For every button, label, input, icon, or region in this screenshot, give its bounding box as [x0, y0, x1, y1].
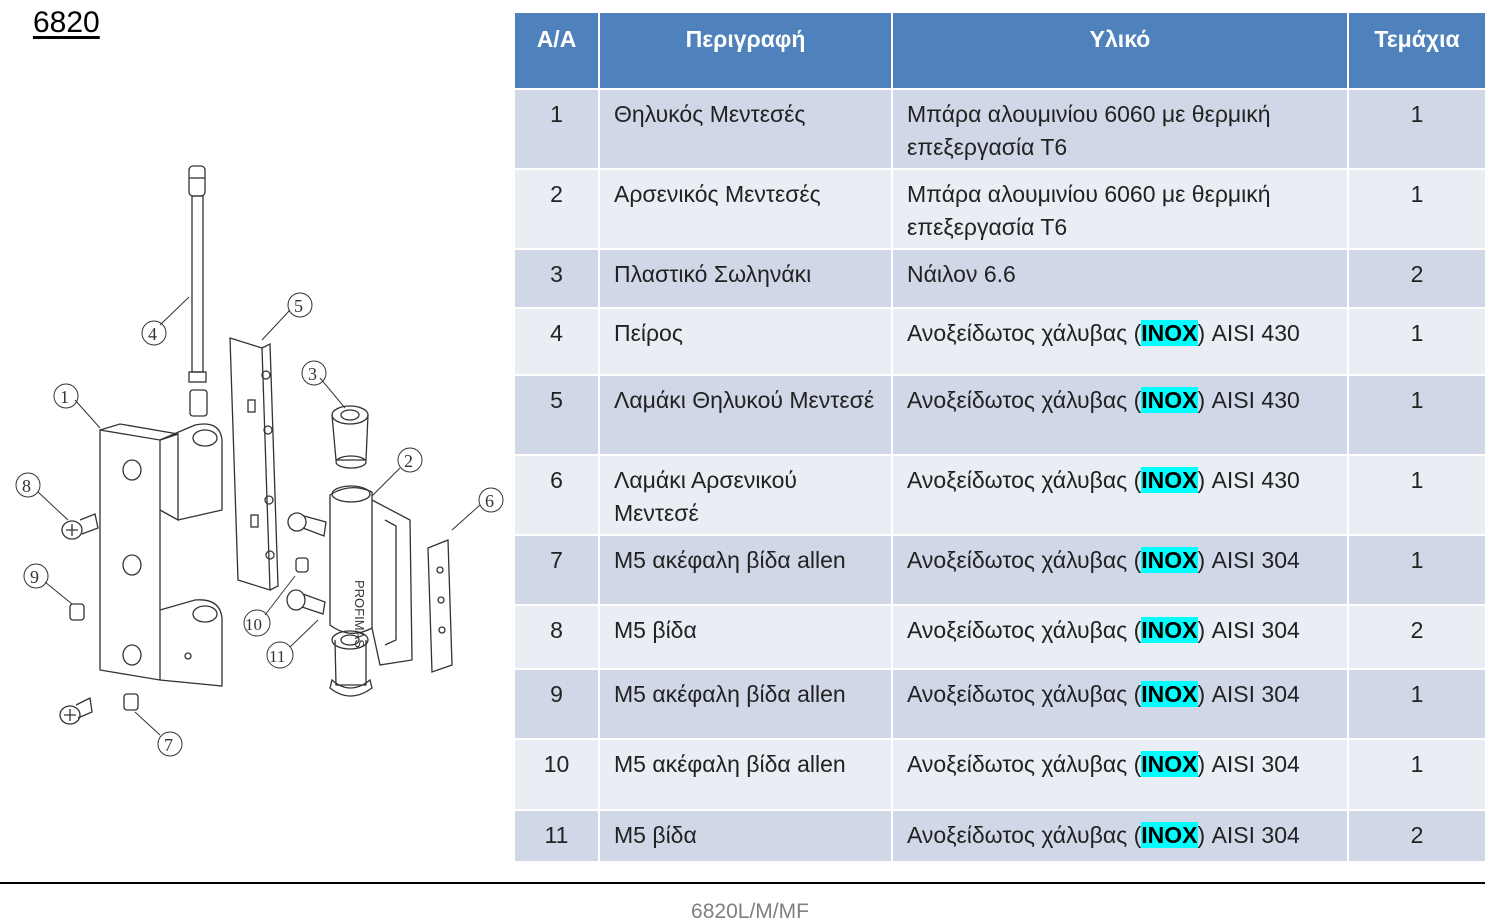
- table-row: [514, 739, 1485, 810]
- row-description: Αρσενικός Μεντεσές: [599, 169, 892, 249]
- female-plate-part: [230, 338, 278, 590]
- row-quantity: 1: [1348, 739, 1485, 810]
- row-description: Μ5 ακέφαλη βίδα allen: [599, 535, 892, 605]
- row-material: Ανοξείδωτος χάλυβας (INOX) AISI 430: [892, 308, 1348, 375]
- inox-highlight: INOX: [1141, 467, 1198, 493]
- inox-highlight: INOX: [1141, 547, 1198, 573]
- inox-highlight: INOX: [1141, 387, 1198, 413]
- row-description: Μ5 βίδα: [599, 810, 892, 862]
- row-number: 1: [514, 89, 599, 169]
- row-description: Θηλυκός Μεντεσές: [599, 89, 892, 169]
- callout-4: 4: [148, 324, 157, 344]
- screw-part-top-center: [288, 513, 326, 536]
- callout-7: 7: [164, 735, 173, 755]
- row-quantity: 1: [1348, 169, 1485, 249]
- table-row: [514, 249, 1485, 308]
- footer-model-code: 6820L/M/MF: [691, 900, 809, 923]
- table-row: [514, 308, 1485, 375]
- table-row: [514, 169, 1485, 249]
- row-material: Ανοξείδωτος χάλυβας (INOX) AISI 304: [892, 605, 1348, 669]
- inox-highlight: INOX: [1141, 320, 1198, 346]
- header-description: Περιγραφή: [599, 12, 892, 89]
- row-number: 2: [514, 169, 599, 249]
- exploded-hinge-diagram: [0, 150, 510, 770]
- table-row: [514, 669, 1485, 739]
- row-material: Νάιλον 6.6: [892, 249, 1348, 308]
- table-row: [514, 375, 1485, 455]
- inox-highlight: INOX: [1141, 681, 1198, 707]
- row-number: 11: [514, 810, 599, 862]
- screw-part-bottom-left: [60, 698, 92, 724]
- pin-part: [189, 166, 207, 416]
- row-description: Πείρος: [599, 308, 892, 375]
- row-quantity: 2: [1348, 810, 1485, 862]
- header-material: Υλικό: [892, 12, 1348, 89]
- bushing-part-top: [332, 406, 368, 468]
- callout-3: 3: [308, 364, 317, 384]
- row-number: 6: [514, 455, 599, 535]
- callout-6: 6: [485, 491, 494, 511]
- row-number: 9: [514, 669, 599, 739]
- row-description: Πλαστικό Σωληνάκι: [599, 249, 892, 308]
- brand-label: PROFIMAS: [352, 580, 367, 648]
- callout-8: 8: [22, 476, 31, 496]
- row-description: Λαμάκι Αρσενικού Μεντεσέ: [599, 455, 892, 535]
- row-description: Λαμάκι Θηλυκού Μεντεσέ: [599, 375, 892, 455]
- document-code: 6820: [33, 6, 100, 39]
- male-plate-part: [428, 540, 452, 672]
- row-quantity: 2: [1348, 249, 1485, 308]
- callout-9: 9: [30, 567, 39, 587]
- row-quantity: 1: [1348, 669, 1485, 739]
- row-number: 7: [514, 535, 599, 605]
- row-material: Ανοξείδωτος χάλυβας (INOX) AISI 430: [892, 375, 1348, 455]
- screw-part-11: [287, 590, 325, 614]
- header-quantity: Τεμάχια: [1348, 12, 1485, 89]
- callout-5: 5: [294, 296, 303, 316]
- parts-table: [513, 11, 1485, 863]
- row-material: Μπάρα αλουμινίου 6060 με θερμική επεξεργασία Τ6: [892, 169, 1348, 249]
- callout-10: 10: [245, 615, 262, 634]
- inox-highlight: INOX: [1141, 751, 1198, 777]
- table-row: [514, 605, 1485, 669]
- row-material: Ανοξείδωτος χάλυβας (INOX) AISI 304: [892, 669, 1348, 739]
- row-quantity: 1: [1348, 308, 1485, 375]
- header-number: Α/Α: [514, 12, 599, 89]
- row-number: 8: [514, 605, 599, 669]
- row-material: Ανοξείδωτος χάλυβας (INOX) AISI 304: [892, 739, 1348, 810]
- row-number: 5: [514, 375, 599, 455]
- inox-highlight: INOX: [1141, 822, 1198, 848]
- callout-11: 11: [269, 647, 286, 666]
- table-row: [514, 89, 1485, 169]
- callout-1: 1: [60, 387, 69, 407]
- female-hinge-part: [100, 424, 222, 686]
- row-quantity: 2: [1348, 605, 1485, 669]
- row-number: 3: [514, 249, 599, 308]
- row-material: Μπάρα αλουμινίου 6060 με θερμική επεξεργασία Τ6: [892, 89, 1348, 169]
- row-material: Ανοξείδωτος χάλυβας (INOX) AISI 304: [892, 535, 1348, 605]
- row-number: 4: [514, 308, 599, 375]
- inox-highlight: INOX: [1141, 617, 1198, 643]
- row-number: 10: [514, 739, 599, 810]
- row-description: Μ5 ακέφαλη βίδα allen: [599, 739, 892, 810]
- row-material: Ανοξείδωτος χάλυβας (INOX) AISI 304: [892, 810, 1348, 862]
- table-header-row: [514, 12, 1485, 89]
- row-quantity: 1: [1348, 89, 1485, 169]
- table-row: [514, 535, 1485, 605]
- table-row: [514, 810, 1485, 862]
- row-quantity: 1: [1348, 535, 1485, 605]
- grub-screw-part-10: [296, 558, 308, 572]
- row-description: Μ5 ακέφαλη βίδα allen: [599, 669, 892, 739]
- row-description: Μ5 βίδα: [599, 605, 892, 669]
- table-row: [514, 455, 1485, 535]
- row-quantity: 1: [1348, 375, 1485, 455]
- row-quantity: 1: [1348, 455, 1485, 535]
- grub-screw-part-9: [70, 604, 84, 620]
- callout-2: 2: [404, 451, 413, 471]
- grub-screw-part-7: [124, 694, 138, 710]
- footer-divider: [0, 882, 1485, 884]
- row-material: Ανοξείδωτος χάλυβας (INOX) AISI 430: [892, 455, 1348, 535]
- screw-part-8: [62, 514, 98, 539]
